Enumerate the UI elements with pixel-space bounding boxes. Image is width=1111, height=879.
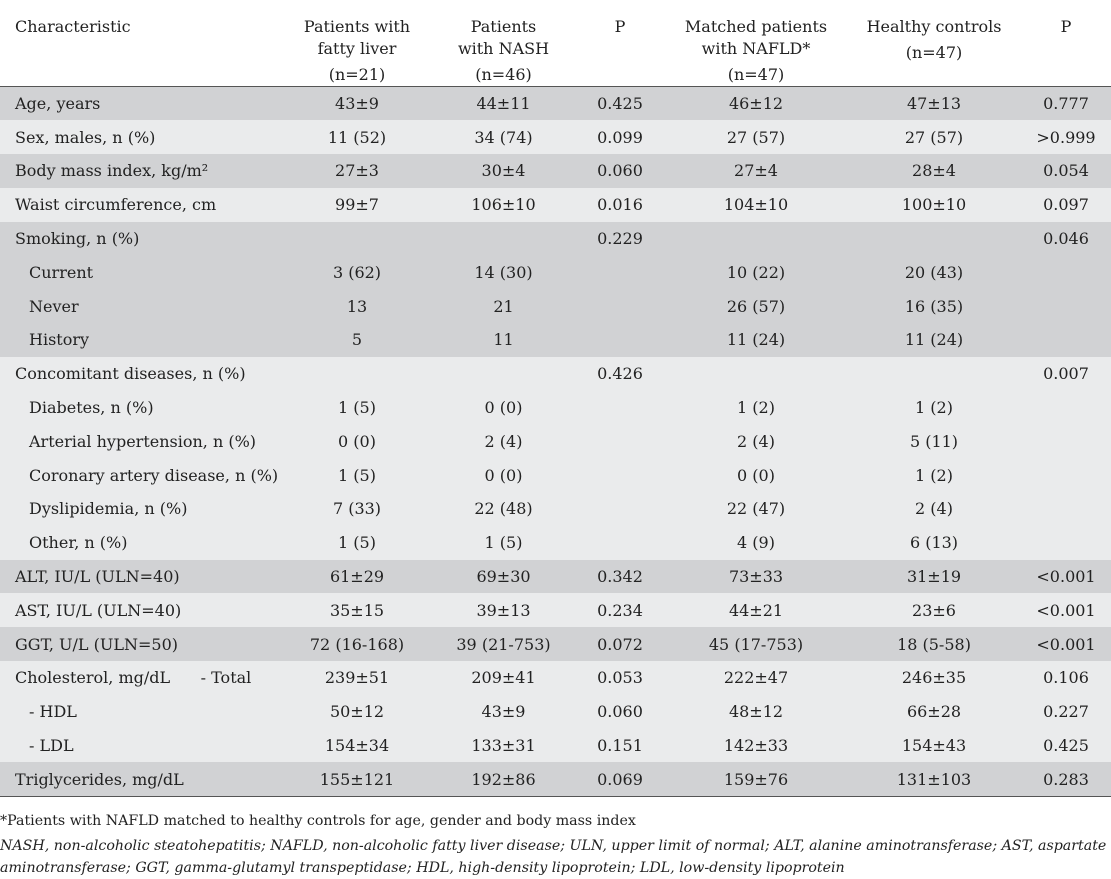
table-cell	[1021, 458, 1111, 492]
table-cell	[1021, 289, 1111, 323]
header-row	[0, 0, 1111, 87]
row-label: Dyslipidemia, n (%)	[0, 492, 282, 526]
table-cell: 0.342	[575, 560, 665, 594]
table-cell: 0.106	[1021, 661, 1111, 695]
table-cell: 154±43	[847, 729, 1021, 763]
table-cell	[282, 357, 432, 391]
column-header	[575, 0, 665, 87]
table-cell	[847, 357, 1021, 391]
column-header-line: P	[614, 17, 626, 36]
column-header	[432, 0, 575, 87]
table-cell: 0.060	[575, 695, 665, 729]
column-header	[847, 0, 1021, 87]
table-cell: 1 (5)	[282, 391, 432, 425]
footnote-abbreviations: NASH, non-alcoholic steatohepatitis; NAFLD, non-alcoholic fatty liver disease; ULN, upper limit of normal; ALT, alanine aminotransferase; AST, aspartate aminotransferase; GGT, gamma-glutamyl transpeptidase; HDL, high-density lipoprotein; LDL, low-density lipoprotein	[0, 838, 1107, 876]
table-row	[0, 323, 1111, 357]
table-cell: 47±13	[847, 87, 1021, 121]
table-cell	[665, 222, 847, 256]
column-header-count: (n=21)	[328, 65, 386, 84]
table-cell: 27 (57)	[665, 120, 847, 154]
column-header-line: Patients	[470, 17, 537, 36]
table-cell: 0.227	[1021, 695, 1111, 729]
table-row	[0, 627, 1111, 661]
table-cell: 48±12	[665, 695, 847, 729]
table-cell: 159±76	[665, 762, 847, 796]
table-cell: 61±29	[282, 560, 432, 594]
table-cell: >0.999	[1021, 120, 1111, 154]
row-label: Smoking, n (%)	[0, 222, 282, 256]
column-header-line: with NAFLD*	[701, 39, 811, 58]
table-row	[0, 222, 1111, 256]
table-cell	[575, 458, 665, 492]
table-cell: 142±33	[665, 729, 847, 763]
row-label: Current	[0, 255, 282, 289]
column-header-count: (n=47)	[727, 65, 785, 84]
table-cell: 27±4	[665, 154, 847, 188]
table-cell	[575, 526, 665, 560]
table-cell: 0.229	[575, 222, 665, 256]
table-row	[0, 289, 1111, 323]
table-cell: <0.001	[1021, 593, 1111, 627]
table-cell: 39±13	[432, 593, 575, 627]
table-cell: 5 (11)	[847, 424, 1021, 458]
column-header-line: Characteristic	[15, 17, 131, 36]
table-cell	[282, 222, 432, 256]
table-cell: 21	[432, 289, 575, 323]
column-header-count: (n=46)	[475, 65, 532, 84]
table-cell: 99±7	[282, 188, 432, 222]
table-cell: 45 (17-753)	[665, 627, 847, 661]
table-cell: 1 (2)	[847, 391, 1021, 425]
table-row	[0, 357, 1111, 391]
row-label: Age, years	[0, 87, 282, 121]
table-cell	[575, 289, 665, 323]
table-cell: 10 (22)	[665, 255, 847, 289]
table-cell: 7 (33)	[282, 492, 432, 526]
row-label: History	[0, 323, 282, 357]
table-cell: 0.283	[1021, 762, 1111, 796]
table-body	[0, 87, 1111, 797]
table-cell: 0.053	[575, 661, 665, 695]
column-header-line: with NASH	[457, 39, 550, 58]
table-cell	[432, 357, 575, 391]
table-cell: 46±12	[665, 87, 847, 121]
table-cell	[575, 492, 665, 526]
table-cell: 1 (2)	[847, 458, 1021, 492]
row-label: Concomitant diseases, n (%)	[0, 357, 282, 391]
table-cell: 13	[282, 289, 432, 323]
row-label: Arterial hypertension, n (%)	[0, 424, 282, 458]
row-label: - LDL	[0, 729, 282, 763]
row-label: Body mass index, kg/m²	[0, 154, 282, 188]
table-cell: 69±30	[432, 560, 575, 594]
table-cell: 155±121	[282, 762, 432, 796]
column-header-line: P	[1060, 17, 1072, 36]
table-cell: 11 (24)	[847, 323, 1021, 357]
table-cell: 11 (52)	[282, 120, 432, 154]
table-row	[0, 255, 1111, 289]
table-cell	[575, 323, 665, 357]
table-row	[0, 593, 1111, 627]
table-cell: 154±34	[282, 729, 432, 763]
row-label: - HDL	[0, 695, 282, 729]
row-label: Sex, males, n (%)	[0, 120, 282, 154]
table-cell: 2 (4)	[432, 424, 575, 458]
table-cell: 104±10	[665, 188, 847, 222]
column-header-line: fatty liver	[317, 39, 397, 58]
table-cell: 239±51	[282, 661, 432, 695]
table-cell: 39 (21-753)	[432, 627, 575, 661]
table-cell: 133±31	[432, 729, 575, 763]
table-row	[0, 458, 1111, 492]
column-header	[0, 0, 282, 87]
table-cell: 100±10	[847, 188, 1021, 222]
table-cell: 0.097	[1021, 188, 1111, 222]
row-label: Coronary artery disease, n (%)	[0, 458, 282, 492]
table-cell	[1021, 391, 1111, 425]
table-cell: 72 (16-168)	[282, 627, 432, 661]
table-cell: 18 (5-58)	[847, 627, 1021, 661]
table-cell: 0.060	[575, 154, 665, 188]
table-cell: 73±33	[665, 560, 847, 594]
table-cell: 35±15	[282, 593, 432, 627]
table-cell: 0.099	[575, 120, 665, 154]
table-row	[0, 661, 1111, 695]
table-cell: 14 (30)	[432, 255, 575, 289]
table-cell: 0.069	[575, 762, 665, 796]
table-cell: 43±9	[282, 87, 432, 121]
table-cell: 66±28	[847, 695, 1021, 729]
table-cell	[665, 357, 847, 391]
table-header	[0, 0, 1111, 87]
table-cell: 0.151	[575, 729, 665, 763]
column-header-line: Healthy controls	[866, 17, 1002, 36]
table-cell: 0.425	[575, 87, 665, 121]
table-cell: 0.054	[1021, 154, 1111, 188]
table-cell: 106±10	[432, 188, 575, 222]
table-cell: 31±19	[847, 560, 1021, 594]
table-cell: <0.001	[1021, 560, 1111, 594]
row-label: Diabetes, n (%)	[0, 391, 282, 425]
table-cell: 0.425	[1021, 729, 1111, 763]
table-cell: 246±35	[847, 661, 1021, 695]
table-cell	[847, 222, 1021, 256]
row-label: Other, n (%)	[0, 526, 282, 560]
table-cell: 11	[432, 323, 575, 357]
table-cell	[1021, 255, 1111, 289]
table-cell: 0.234	[575, 593, 665, 627]
table-row	[0, 188, 1111, 222]
column-header	[665, 0, 847, 87]
column-header	[1021, 0, 1111, 87]
column-header-count: (n=47)	[905, 43, 963, 62]
table-cell: 28±4	[847, 154, 1021, 188]
table-cell: 43±9	[432, 695, 575, 729]
row-label: GGT, U/L (ULN=50)	[0, 627, 282, 661]
table-cell: 27±3	[282, 154, 432, 188]
row-label: AST, IU/L (ULN=40)	[0, 593, 282, 627]
table-cell: 0.007	[1021, 357, 1111, 391]
table-cell: 26 (57)	[665, 289, 847, 323]
table-cell: 2 (4)	[847, 492, 1021, 526]
column-header-line: Patients with	[303, 17, 411, 36]
table-cell: 0 (0)	[665, 458, 847, 492]
table-cell: 0 (0)	[432, 391, 575, 425]
table-cell: 0.426	[575, 357, 665, 391]
table-cell: 20 (43)	[847, 255, 1021, 289]
table-cell: 0.046	[1021, 222, 1111, 256]
column-header	[282, 0, 432, 87]
row-label: Waist circumference, cm	[0, 188, 282, 222]
row-label: Never	[0, 289, 282, 323]
table-cell	[1021, 526, 1111, 560]
footnote-matched: *Patients with NAFLD matched to healthy controls for age, gender and body mass index	[0, 813, 636, 829]
row-label: Cholesterol, mg/dL - Total	[0, 661, 282, 695]
table-cell: 11 (24)	[665, 323, 847, 357]
table-row	[0, 695, 1111, 729]
table-row	[0, 526, 1111, 560]
table-row	[0, 154, 1111, 188]
column-header-line: Matched patients	[684, 17, 828, 36]
table-cell: 30±4	[432, 154, 575, 188]
table-cell: 192±86	[432, 762, 575, 796]
table-cell: 4 (9)	[665, 526, 847, 560]
footnotes	[0, 810, 1111, 879]
table-row	[0, 560, 1111, 594]
table-cell: 1 (5)	[282, 458, 432, 492]
table-row	[0, 492, 1111, 526]
table-cell: 0 (0)	[432, 458, 575, 492]
table-cell	[575, 391, 665, 425]
table-cell: 0 (0)	[282, 424, 432, 458]
table-cell: 1 (5)	[432, 526, 575, 560]
table-cell: 22 (47)	[665, 492, 847, 526]
table-cell: 5	[282, 323, 432, 357]
row-label: Triglycerides, mg/dL	[0, 762, 282, 796]
table-cell: 44±11	[432, 87, 575, 121]
table-cell: 50±12	[282, 695, 432, 729]
table-row	[0, 424, 1111, 458]
table-cell: <0.001	[1021, 627, 1111, 661]
table-row	[0, 729, 1111, 763]
table-cell	[1021, 492, 1111, 526]
table-cell: 1 (5)	[282, 526, 432, 560]
table-cell: 0.072	[575, 627, 665, 661]
table-cell	[432, 222, 575, 256]
table-cell	[575, 424, 665, 458]
table-cell: 209±41	[432, 661, 575, 695]
table-cell: 222±47	[665, 661, 847, 695]
table-row	[0, 762, 1111, 796]
row-label: ALT, IU/L (ULN=40)	[0, 560, 282, 594]
table-cell: 0.016	[575, 188, 665, 222]
table-cell: 34 (74)	[432, 120, 575, 154]
table-row	[0, 87, 1111, 121]
table-cell	[1021, 424, 1111, 458]
table-cell: 44±21	[665, 593, 847, 627]
table-cell: 6 (13)	[847, 526, 1021, 560]
table-cell: 3 (62)	[282, 255, 432, 289]
table-cell	[1021, 323, 1111, 357]
table-row	[0, 391, 1111, 425]
table-row	[0, 120, 1111, 154]
table-cell: 2 (4)	[665, 424, 847, 458]
table-cell: 16 (35)	[847, 289, 1021, 323]
table-cell: 22 (48)	[432, 492, 575, 526]
table-cell: 23±6	[847, 593, 1021, 627]
table-cell: 27 (57)	[847, 120, 1021, 154]
table-cell: 1 (2)	[665, 391, 847, 425]
table-cell	[575, 255, 665, 289]
table-cell: 131±103	[847, 762, 1021, 796]
table-cell: 0.777	[1021, 87, 1111, 121]
